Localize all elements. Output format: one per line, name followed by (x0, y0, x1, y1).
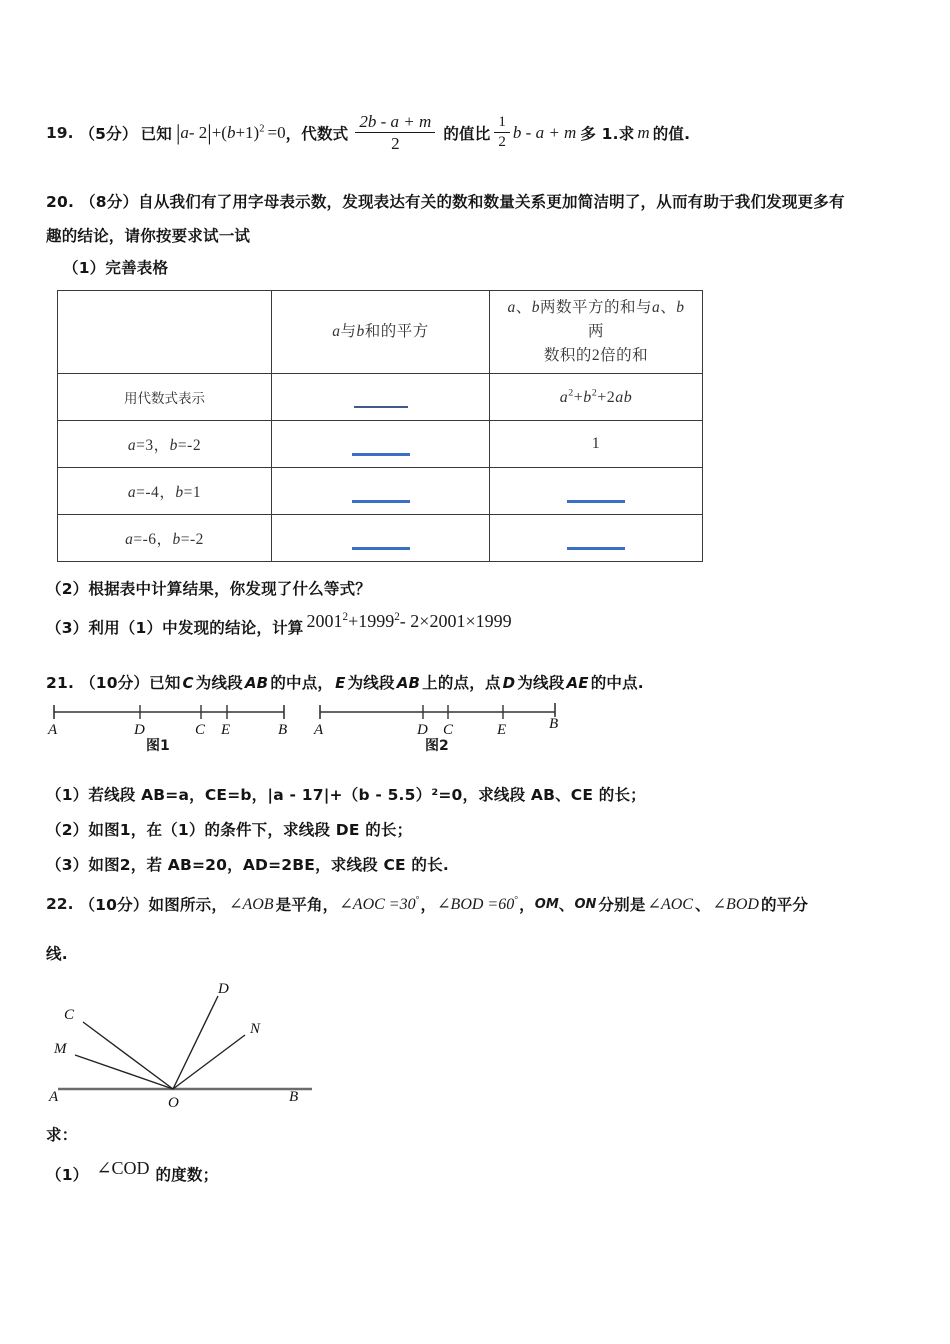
tail-expression: b - a + m (512, 122, 577, 142)
hdr3-line1 (500, 296, 692, 344)
q21-segment-AB: AB (244, 674, 269, 692)
q21-stem-p3: 的中点， (270, 674, 334, 692)
expr-plus2: +2 (597, 388, 616, 406)
ray-OM-line (75, 1055, 173, 1089)
q21-point-C: C (182, 674, 194, 692)
question-19-score: （5分） (79, 124, 138, 143)
half-numerator: 1 (498, 114, 506, 131)
angle-AOB: ∠AOB (229, 896, 274, 913)
paren-open: ( (221, 122, 227, 142)
q21-segment-AE: AE (566, 674, 589, 692)
label-A: A (314, 722, 324, 738)
q21-stem-p4: 为线段 (347, 674, 395, 692)
expr-b: b (583, 388, 592, 406)
hdr3-sep1: 、 (515, 298, 532, 316)
exponent-two: 2 (259, 122, 265, 134)
angle-AOC-ref: ∠AOC (647, 896, 693, 913)
fraction-bar (355, 132, 435, 133)
q21-stem-p7: 的中点. (590, 674, 644, 692)
hdr3-var-a: a (507, 298, 516, 316)
angle-AOC-value (339, 894, 419, 914)
label-B: B (278, 722, 288, 738)
degree-symbol: ° (514, 894, 519, 906)
r2-a-val: =-4 (136, 484, 160, 501)
var-m: m (637, 122, 650, 142)
minus-two: - 2 (188, 122, 208, 142)
angle-diagram-svg (40, 965, 340, 1115)
half-bar (494, 132, 510, 133)
question-20-text-line1: 自从我们有了用字母表示数，发现表达有关的数和数量关系更加简洁明了，从而有助于我们发现更多有 (138, 193, 845, 211)
label-A: A (48, 722, 58, 738)
q21-stem-p1: 已知 (149, 674, 181, 692)
q21-point-E: E (335, 674, 346, 692)
hdr2-mid: 与 (340, 322, 357, 340)
label-E: E (221, 722, 231, 738)
hdr3-var-a2: a (652, 298, 661, 316)
hdr2-var-b: b (356, 322, 365, 340)
hdr2-var-a: a (332, 322, 341, 340)
hdr3-var-b2: b (676, 298, 685, 316)
r1-var-b: b (169, 437, 178, 454)
q22-stem-p4: 的平分 (760, 896, 809, 914)
ray-OM: OM (534, 896, 559, 912)
hdr3-sep2: 、 (660, 298, 677, 316)
label-C: C (195, 722, 206, 738)
question-21-part2: （2）如图1，在（1）的条件下，求线段 DE 的长； (46, 821, 413, 839)
expression-label: 代数式 (301, 124, 349, 143)
question-19-number: 19. (46, 123, 74, 142)
q22-comma-2: ， (519, 896, 535, 914)
r3-b-val: =-2 (180, 531, 204, 548)
question-19-lead: 已知 (140, 124, 172, 143)
expr-ab: ab (615, 388, 633, 406)
b-plus-one: +1) (235, 122, 260, 142)
row-label-values-3 (58, 515, 272, 562)
table-row-values-2 (58, 468, 703, 515)
row-expression-col2[interactable] (272, 374, 490, 421)
fraction-half (494, 114, 510, 151)
question-19-condition (176, 120, 286, 146)
row-values-1-col2[interactable] (272, 421, 490, 468)
figure-2-svg (310, 700, 565, 740)
question-20-part3-expression (306, 611, 511, 632)
label-N: N (250, 1021, 261, 1037)
ray-ON: ON (574, 896, 597, 912)
r3-comma: ， (156, 531, 173, 548)
row-expression-col3 (490, 374, 703, 421)
r2-comma: ， (159, 484, 176, 501)
figure-2-caption: 图2 (425, 738, 449, 754)
plus-sign: + (211, 122, 222, 142)
expr-a: a (559, 388, 569, 406)
q22-stem-p3: 分别是 (598, 896, 646, 914)
r1-var-a: a (127, 437, 137, 454)
r3-var-b: b (172, 531, 181, 548)
hdr3-line2: 数积的2倍的和 (543, 347, 649, 364)
q21-stem-p5: 上的点，点 (422, 674, 501, 692)
q21-segment-AB-2: AB (396, 674, 421, 692)
table-header-cell-empty (58, 291, 272, 374)
q21-point-D: D (502, 674, 516, 692)
row-label-expression: 用代数式表示 (58, 374, 272, 421)
expr-product-term: - 2×2001×1999 (399, 611, 512, 631)
answer-blank[interactable] (354, 395, 408, 408)
question-20-score: （8分） (80, 193, 139, 211)
answer-blank[interactable] (352, 536, 410, 550)
label-B: B (289, 1089, 299, 1105)
degree-symbol: ° (415, 894, 420, 906)
row-values-3-col3[interactable] (490, 515, 703, 562)
label-C: C (64, 1007, 75, 1023)
row-values-1-col3 (490, 421, 703, 468)
fraction-numerator: 2b - a + m (359, 112, 432, 131)
question-20-part3-label: （3）利用（1）中发现的结论，计算 (46, 618, 304, 637)
answer-blank[interactable] (567, 489, 625, 503)
q21-stem-p6: 为线段 (517, 674, 565, 692)
q22-sep-2: 、 (694, 896, 711, 914)
angle-COD: ∠COD (96, 1158, 150, 1178)
figure-3-angle-diagram (40, 965, 340, 1120)
table-header-row (58, 291, 703, 374)
answer-blank[interactable] (352, 489, 410, 503)
equals-zero: =0 (267, 122, 286, 142)
figure-1-caption: 图1 (146, 738, 170, 754)
answer-blank[interactable] (567, 536, 625, 550)
label-B: B (549, 716, 559, 732)
question-22-line1 (46, 893, 941, 915)
question-22-part1-number: （1） (46, 1165, 89, 1184)
r1-a-val: =3 (136, 437, 154, 454)
algebra-table (57, 290, 703, 562)
hdr3-var-b: b (531, 298, 540, 316)
question-22-line2: 线. (46, 945, 68, 963)
r2-var-a: a (127, 484, 137, 501)
question-22-score: （10分） (79, 896, 149, 914)
label-D: D (417, 722, 428, 738)
question-21 (46, 671, 936, 693)
r3-a-val: =-6 (133, 531, 157, 548)
question-20-part2: （2）根据表中计算结果，你发现了什么等式？ (46, 580, 371, 598)
question-21-score: （10分） (80, 674, 150, 692)
label-C: C (443, 722, 454, 738)
hdr3-tail: 两 (587, 322, 604, 340)
question-20-line2: 趣的结论，请你按要求试一试 (46, 227, 251, 245)
table-header-cell-square-of-sum (272, 291, 490, 374)
label-O: O (168, 1095, 179, 1111)
row-label-values-2 (58, 468, 272, 515)
row-values-3-col2[interactable] (272, 515, 490, 562)
question-20-number: 20. (46, 193, 75, 211)
question-22-part1-tail: 的度数； (155, 1165, 219, 1184)
angle-BOD-text: ∠BOD =60 (437, 896, 515, 913)
question-20-line1 (46, 190, 926, 212)
question-20-part3 (46, 611, 512, 642)
expr-1999-sup: 2 (394, 611, 400, 623)
question-19-tail: 的值. (652, 124, 691, 143)
label-E: E (497, 722, 507, 738)
row-label-values-1 (58, 421, 272, 468)
compare-label: 的值比 (443, 124, 491, 143)
question-21-part3: （3）如图2，若 AB=20，AD=2BE，求线段 CE 的长. (46, 856, 449, 874)
label-D: D (134, 722, 145, 738)
answer-blank[interactable] (352, 442, 410, 456)
more-than-one: 多 1.求 (580, 124, 635, 143)
var-b: b (226, 122, 236, 142)
q22-stem-p1: 如图所示， (148, 896, 228, 914)
label-M: M (54, 1041, 67, 1057)
question-21-part1: （1）若线段 AB=a，CE=b，|a - 17|+（b - 5.5）²=0，求线段 AB、CE 的长； (46, 786, 646, 804)
comma-1: ， (285, 124, 302, 143)
question-19 (46, 112, 916, 153)
table-row-expression (58, 374, 703, 421)
abs-bar-open: | (175, 119, 181, 145)
r3-var-a: a (125, 531, 134, 548)
hdr3-mid: 两数平方的和与 (539, 298, 652, 316)
question-21-number: 21. (46, 674, 75, 692)
var-a: a (180, 122, 189, 142)
row-values-2-col3[interactable] (490, 468, 703, 515)
question-20-part1: （1）完善表格 (63, 259, 169, 277)
row-values-2-col2[interactable] (272, 468, 490, 515)
r2-b-val: =1 (183, 484, 202, 501)
table-row-values-3 (58, 515, 703, 562)
figure-1-svg (44, 700, 294, 740)
question-22-number: 22. (46, 895, 74, 913)
half-denominator: 2 (498, 134, 506, 151)
r2-var-b: b (175, 484, 184, 501)
q21-stem-p2: 为线段 (195, 674, 243, 692)
expr-plus1999: +1999 (348, 611, 395, 631)
q22-stem-p2: 是平角， (275, 896, 339, 914)
expr-plus1: + (573, 388, 584, 406)
expr-2001: 2001 (306, 611, 343, 631)
label-A: A (49, 1089, 59, 1105)
question-22-ask: 求： (46, 1126, 78, 1144)
cell-value-one: 1 (591, 435, 601, 452)
table-header-cell-sum-of-squares (490, 291, 703, 374)
q22-comma-1: ， (420, 896, 437, 914)
abs-bar-close: | (207, 119, 212, 145)
table-row-values-1 (58, 421, 703, 468)
question-22-part1 (46, 1158, 218, 1189)
hdr2-tail: 和的平方 (364, 322, 429, 340)
ray-ON-line (173, 1035, 245, 1089)
expr-a-sup: 2 (568, 387, 574, 399)
label-D: D (218, 981, 229, 997)
q22-sep-1: 、 (558, 896, 575, 914)
angle-BOD-ref: ∠BOD (712, 896, 759, 913)
fraction-denominator: 2 (391, 134, 400, 154)
fraction-main (355, 112, 435, 153)
r1-b-val: =-2 (177, 437, 202, 454)
ray-OC-line (83, 1022, 173, 1089)
expr-2001-sup: 2 (342, 611, 349, 623)
expr-b-sup: 2 (591, 387, 598, 399)
angle-AOC-text: ∠AOC =30 (339, 896, 416, 913)
angle-BOD-value (437, 894, 518, 914)
ray-OD-line (173, 996, 218, 1089)
r1-comma: ， (153, 437, 170, 454)
